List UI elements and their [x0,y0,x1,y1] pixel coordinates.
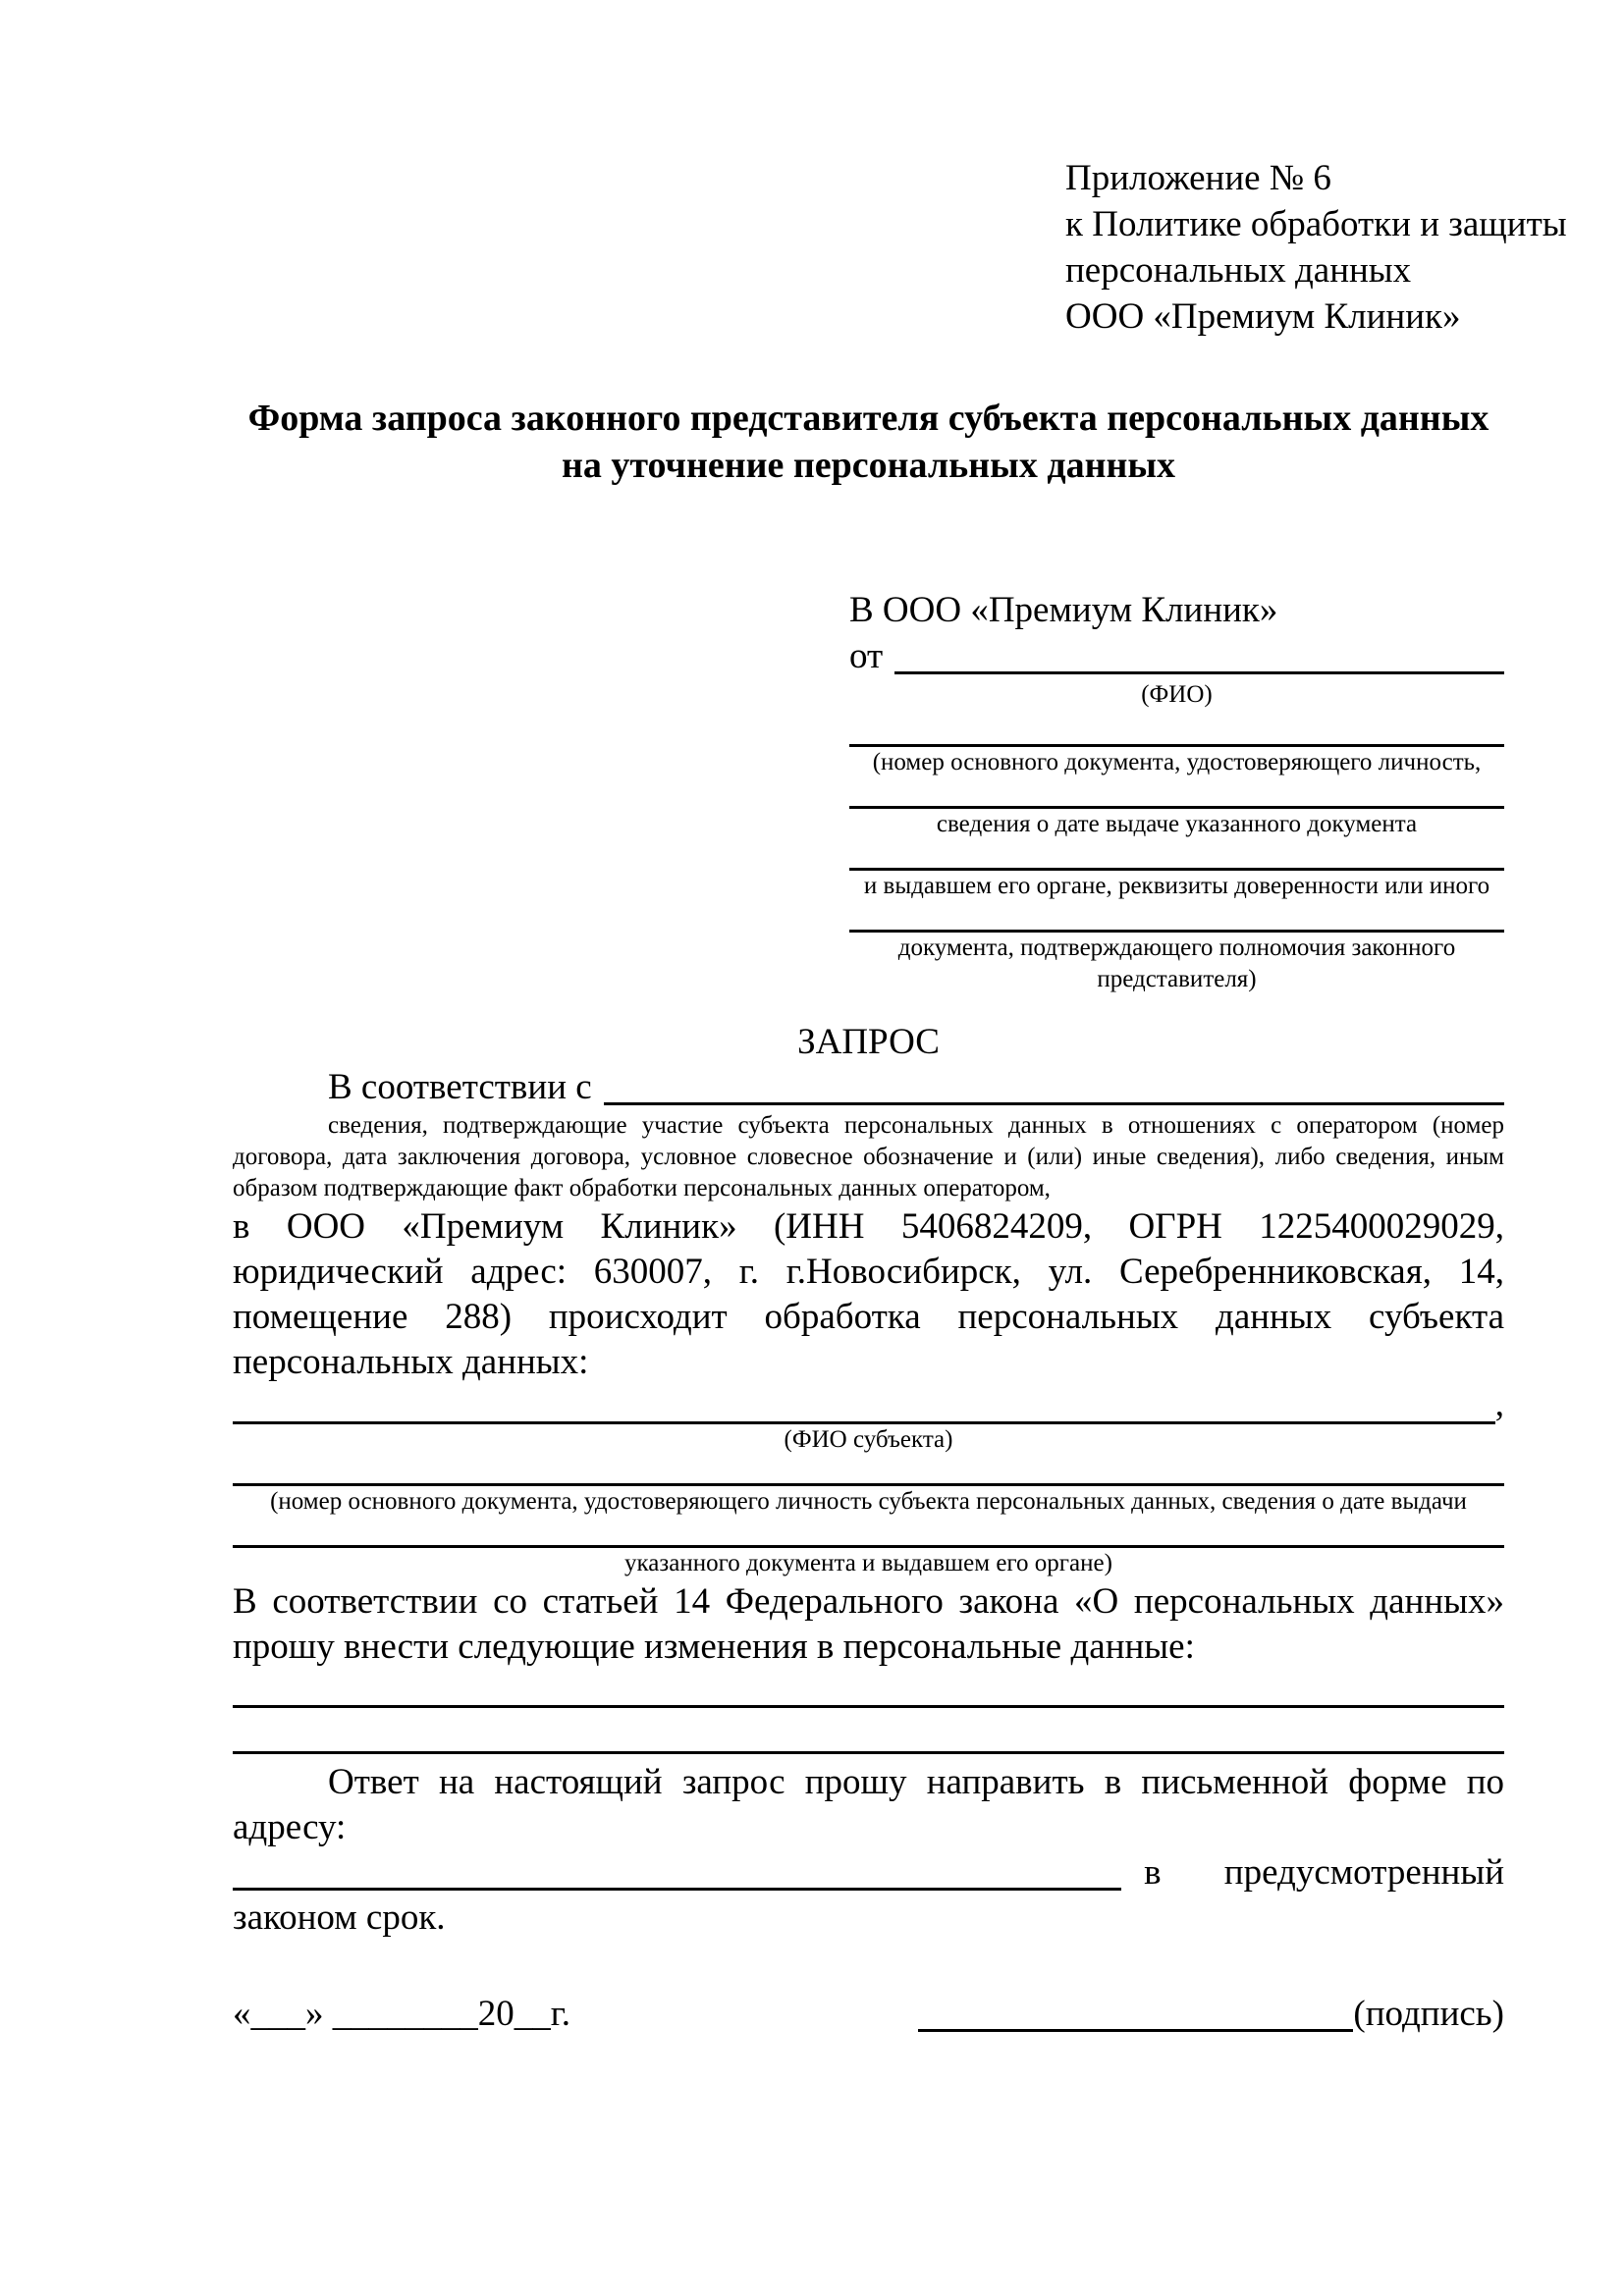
basis-caption: сведения, подтверждающие участие субъекта персональных данных в отношениях с оператором (номер договора, дата заключения договора, условное словесное обозначение и (или) иные сведения), либо сведения, иным образом подтверждающие факт обработки персональных данных оператором, [233,1112,1504,1201]
reply-paragraph: Ответ на настоящий запрос прошу направить в письменной форме по адресу: [233,1762,1504,1847]
from-label: от [849,636,884,676]
from-row [849,633,1504,679]
changes-blank-line-2 [233,1708,1504,1754]
signature-block [918,1992,1504,2037]
rep-doc-blank-line-3 [849,840,1504,871]
operator-paragraph: в ООО «Премиум Клиник» (ИНН 5406824209, ОГРН 1225400029029, юридический адрес: 630007, г. г.Новосибирск, ул. Серебренниковская, 14, помещение 288) происходит обработка персональных данных субъекта персональных данных: [233,1206,1504,1382]
rep-doc-caption-2: сведения о дате выдаче указанного документа [936,811,1418,837]
basis-row [233,1065,1504,1110]
form-title [233,395,1504,489]
rep-doc-caption-4: документа, подтверждающего полномочия законного представителя) [897,934,1456,992]
rep-doc-caption-3: и выдавшем его органе, реквизиты доверенности или иного [863,873,1490,899]
reply-middle-text: в предусмотренный [1144,1852,1504,1893]
subject-fio-row [233,1385,1504,1424]
rep-doc-caption-1: (номер основного документа, удостоверяющего личность, [872,749,1482,775]
rep-doc-blank-line-1 [849,711,1504,747]
form-title-line-1: Форма запроса законного представителя субъекта персональных данных [247,398,1489,439]
footer-row [233,1992,1504,2037]
request-heading: ЗАПРОС [797,1022,940,1062]
from-blank-line [894,671,1504,674]
rep-doc-blank-line-4 [849,902,1504,933]
annex-block [1065,155,1567,340]
annex-line-4: ООО «Премиум Клиник» [1065,296,1461,337]
addressee-block [849,587,1504,995]
signature-blank-line [918,2029,1353,2032]
changes-blank-line-1 [233,1670,1504,1708]
basis-prefix: В соответствии с [328,1067,592,1107]
rep-doc-blank-line-2 [849,778,1504,809]
subject-doc-caption-2: указанного документа и выдавшем его органе) [624,1550,1112,1576]
subject-doc-blank-line-2 [233,1518,1504,1548]
subject-fio-caption: (ФИО субъекта) [784,1426,953,1453]
form-title-line-2: на уточнение персональных данных [561,445,1176,486]
annex-line-3: персональных данных [1065,250,1412,291]
reply-end-text: законом срок. [233,1897,446,1938]
signature-caption: (подпись) [1353,1994,1504,2034]
law-paragraph: В соответствии со статьей 14 Федерального закона «О персональных данных» прошу внести следующие изменения в персональные данные: [233,1581,1504,1667]
reply-address-blank-line [233,1888,1121,1891]
subject-fio-blank-line [233,1398,1495,1424]
annex-line-1: Приложение № 6 [1065,158,1331,198]
addressee-organization: В ООО «Премиум Клиник» [849,590,1278,630]
annex-line-2: к Политике обработки и защиты [1065,204,1567,244]
basis-blank-line [604,1102,1504,1105]
fio-caption: (ФИО) [1141,681,1213,708]
trailing-comma: , [1494,1384,1504,1424]
subject-doc-blank-line-1 [233,1456,1504,1486]
date-line: «___» ________20__г. [233,1994,571,2034]
reply-address-row [233,1850,1504,1896]
subject-doc-caption-1: (номер основного документа, удостоверяющего личность субъекта персональных данных, сведения о дате выдачи [270,1488,1467,1515]
